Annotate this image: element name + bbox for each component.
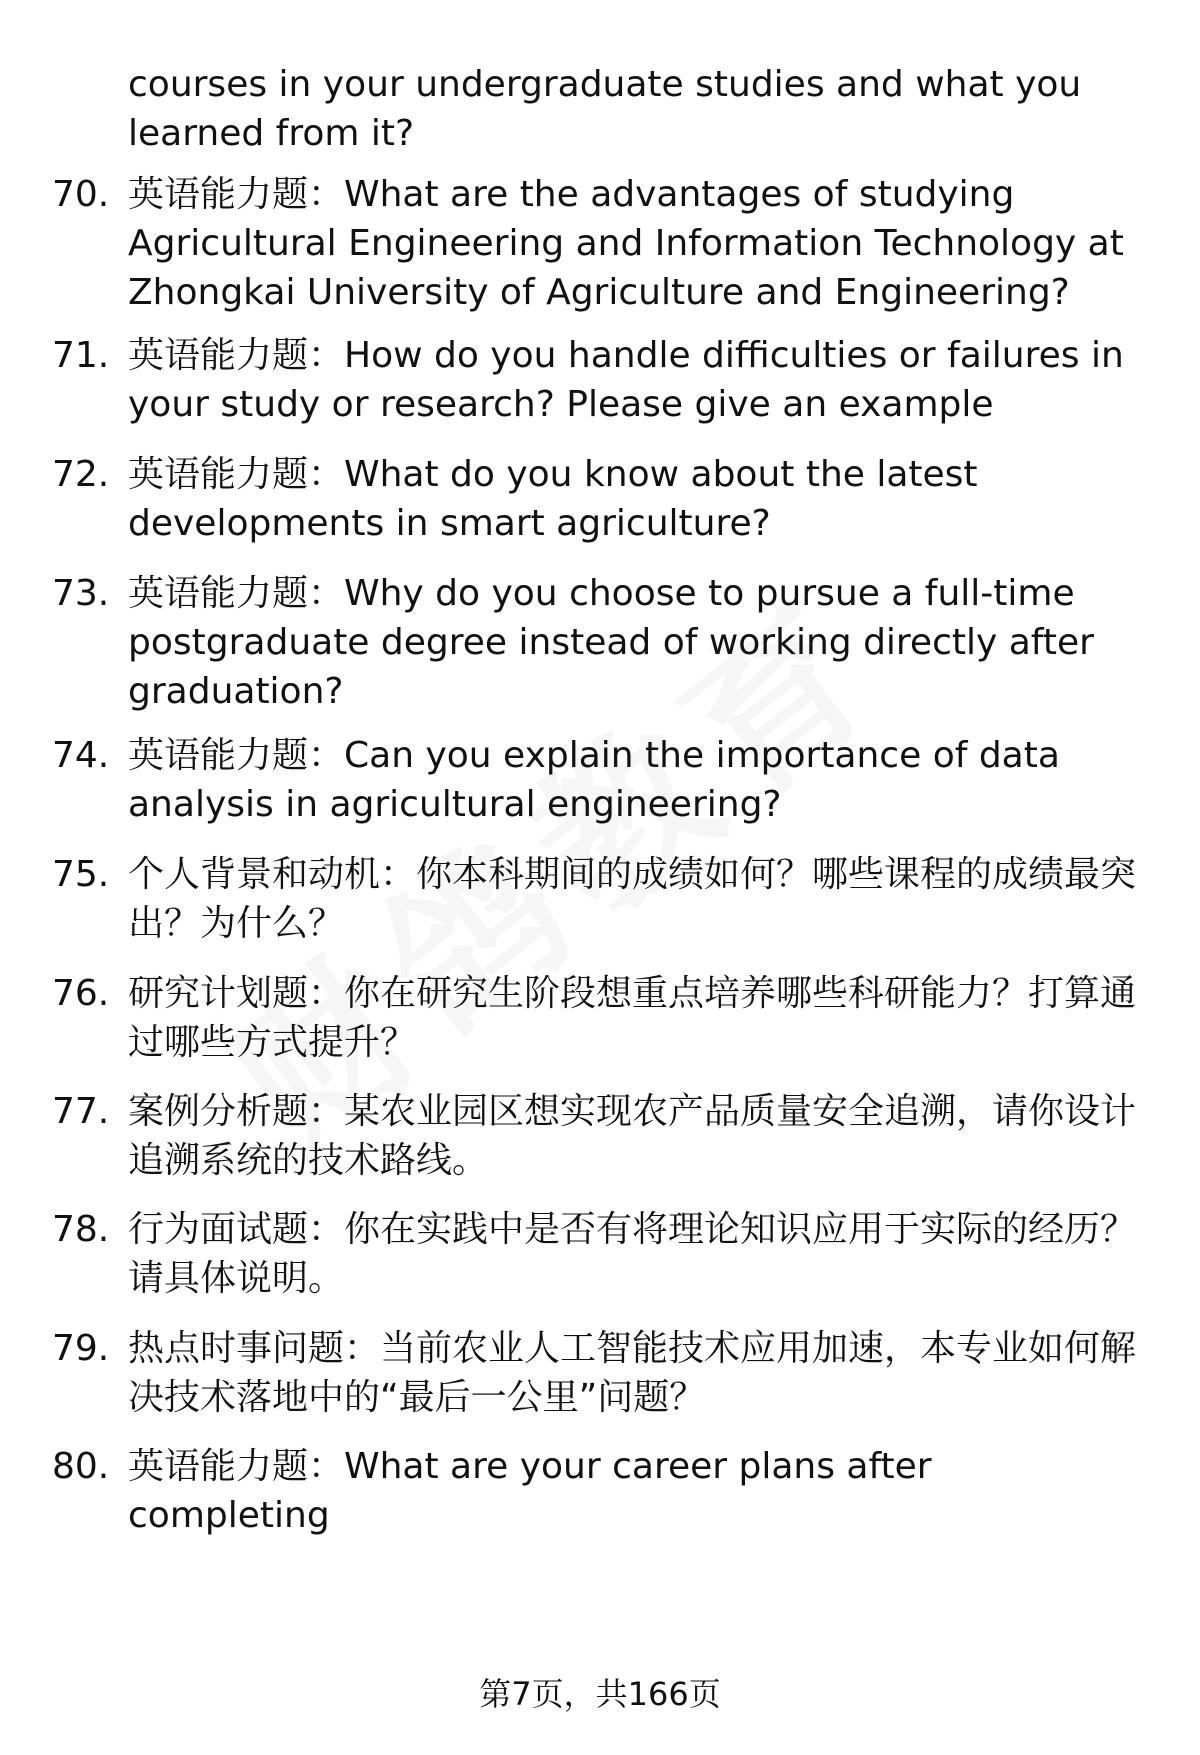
text-line: developments in smart agriculture? xyxy=(128,503,771,544)
item-text xyxy=(128,1087,1140,1185)
continued-question-text xyxy=(128,60,1128,158)
item-text xyxy=(128,331,1140,429)
item-number: 79. xyxy=(52,1328,110,1369)
item-text xyxy=(128,569,1140,716)
text-line: postgraduate degree instead of working directly after xyxy=(128,622,1094,663)
item-number: 76. xyxy=(52,973,110,1014)
text-line: learned from it? xyxy=(128,113,415,154)
text-line: 行为面试题：你在实践中是否有将理论知识应用于实际的经历？ xyxy=(128,1209,1137,1250)
text-line: 英语能力题：Why do you choose to pursue a full-time xyxy=(128,573,1075,614)
item-number: 75. xyxy=(52,854,110,895)
text-line: 出？为什么？ xyxy=(128,903,345,944)
item-number: 74. xyxy=(52,735,110,776)
item-number: 77. xyxy=(52,1091,110,1132)
item-number: 71. xyxy=(52,335,110,376)
text-line: 研究计划题：你在研究生阶段想重点培养哪些科研能力？打算通 xyxy=(128,973,1137,1014)
text-line: 英语能力题：What do you know about the latest xyxy=(128,454,978,495)
item-text xyxy=(128,1442,1140,1540)
text-line: 个人背景和动机：你本科期间的成绩如何？哪些课程的成绩最突 xyxy=(128,854,1137,895)
page-number: 第7页，共166页 xyxy=(479,1675,721,1713)
text-line: 英语能力题：What are your career plans after completing xyxy=(128,1446,932,1536)
item-text xyxy=(128,170,1140,317)
text-line: 案例分析题：某农业园区想实现农产品质量安全追溯，请你设计 xyxy=(128,1091,1137,1132)
item-text xyxy=(128,731,1140,829)
item-number: 72. xyxy=(52,454,110,495)
item-text xyxy=(128,850,1140,948)
text-line: analysis in agricultural engineering? xyxy=(128,784,782,825)
text-line: 热点时事问题：当前农业人工智能技术应用加速，本专业如何解 xyxy=(128,1328,1137,1369)
text-line: 英语能力题：How do you handle difficulties or failures in xyxy=(128,335,1124,376)
text-line: 英语能力题：Can you explain the importance of data xyxy=(128,735,1060,776)
text-line: 决技术落地中的“最后一公里”问题？ xyxy=(128,1377,706,1418)
item-text xyxy=(128,969,1140,1067)
item-text xyxy=(128,1205,1140,1303)
item-text xyxy=(128,450,1140,548)
text-line: 过哪些方式提升？ xyxy=(128,1022,417,1063)
text-line: 请具体说明。 xyxy=(128,1258,345,1299)
item-number: 78. xyxy=(52,1209,110,1250)
text-line: your study or research? Please give an example xyxy=(128,384,994,425)
item-text xyxy=(128,1324,1140,1422)
text-line: 英语能力题：What are the advantages of studying xyxy=(128,174,1015,215)
item-number: 70. xyxy=(52,174,110,215)
text-line: 追溯系统的技术路线。 xyxy=(128,1140,489,1181)
text-line: courses in your undergraduate studies and what you xyxy=(128,64,1082,105)
item-number: 73. xyxy=(52,573,110,614)
item-number: 80. xyxy=(52,1446,110,1487)
text-line: Zhongkai University of Agriculture and Engineering? xyxy=(128,272,1070,313)
text-line: graduation? xyxy=(128,671,344,712)
text-line: Agricultural Engineering and Information Technology at xyxy=(128,223,1124,264)
